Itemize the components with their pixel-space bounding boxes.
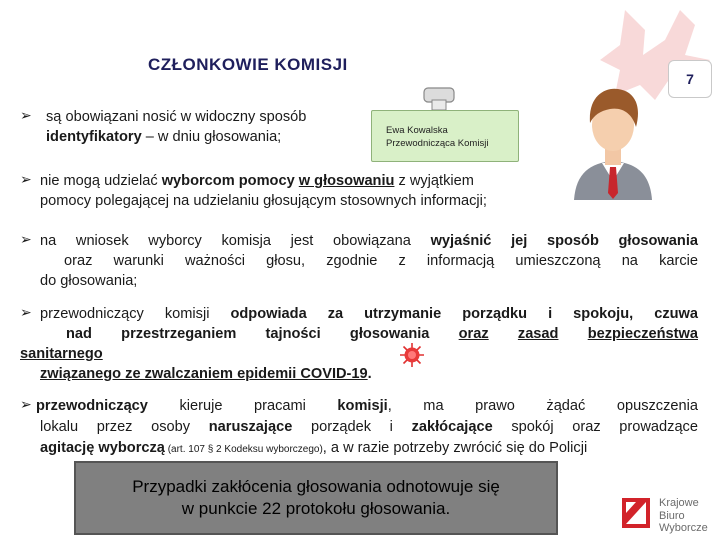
bullet-2-underlined: w głosowaniu [298,173,395,189]
kbw-logo-icon [622,498,650,528]
bullet-4-u2: zasad [517,326,559,342]
bullet-5-l2a: lokalu przez osoby [40,419,209,435]
bullet-4-line4: związanego ze zwalczaniem epidemii COVID-19 [40,366,368,382]
bullet-5-l2b: naruszające [208,419,293,435]
bullet-arrow-icon: ➢ [20,171,32,187]
bullet-1-rest: – w dniu głosowania; [141,129,282,145]
notice-box [74,461,558,535]
slide-title: CZŁONKOWIE KOMISJI [148,55,348,74]
bullet-5-l2c: porządek i [292,419,412,435]
logo-line3: Wyborcze [659,522,708,534]
bullet-4-u1: oraz [458,326,489,342]
bullet-4-line2: nad przestrzeganiem tajności głosowania [66,326,430,342]
bullet-2 [40,171,620,211]
bullet-5-m1: kieruje pracami [147,398,338,414]
logo-text [659,497,708,535]
bullet-5-l3b: (art. 107 § 2 Kodeksu wyborczego) [164,444,323,455]
badge-name: Ewa Kowalska [386,125,448,136]
bullet-1-line1: są obowiązani nosić w widoczny sposób [46,109,307,125]
bullet-4-u3: bezpieczeństwa [587,326,698,342]
bullet-3-line2: oraz warunki ważności głosu, zgodnie z informacją umieszczoną na karcie [64,253,698,269]
bullet-5-l2d: zakłócające [411,419,493,435]
bullet-arrow-icon: ➢ [20,107,32,123]
page-number: 7 [668,60,712,98]
bullet-3-pre: na wniosek wyborcy komisja jest obowiązana [40,233,431,249]
logo-line2: Biuro [659,509,685,522]
id-badge [371,110,519,162]
bullet-5 [36,396,698,416]
bullet-4-strong: odpowiada za utrzymanie porządku i spokoju, czuwa [230,306,698,322]
bullet-5-m2: , ma prawo żądać opuszczenia [387,398,698,414]
bullet-4-line3: sanitarnego [20,346,103,362]
bullet-2-pre: nie mogą udzielać [40,173,162,189]
notice-line1: Przypadki zakłócenia głosowania odnotowuje się [132,477,500,496]
bullet-3 [40,231,698,291]
bullet-5-strong1: przewodniczący [36,398,148,414]
bullet-5-l3c: , a w razie potrzeby zwrócić się do Policji [322,440,588,456]
bullet-5-strong2: komisji [337,398,388,414]
bullet-3-line3: do głosowania; [40,273,138,289]
bullet-4-line3-wrap [20,344,103,364]
bullet-2-strong: wyborcom pomocy [161,173,295,189]
logo-line1: Krajowe [659,497,699,509]
bullet-5-l3a: agitację wyborczą [40,440,165,456]
bullet-1-strong: identyfikatory [46,129,142,145]
badge-role: Przewodnicząca Komisji [386,138,489,149]
bullet-4-line4-wrap [40,364,372,384]
bullet-arrow-icon: ➢ [20,304,32,320]
bullet-2-post: z wyjątkiem [394,173,474,189]
bullet-4 [40,304,698,324]
bullet-4-pre: przewodniczący komisji [40,306,231,322]
notice-line2: w punkcie 22 protokołu głosowania. [181,499,451,518]
bullet-4-cont [66,324,698,344]
bullet-arrow-icon: ➢ [20,231,32,247]
bullet-5-line2 [40,417,698,437]
bullet-4-end: . [367,366,372,382]
lanyard-clip-icon [420,86,458,112]
bullet-2-line2: pomocy polegającej na udzielaniu głosującym stosownych informacji; [40,193,487,209]
bullet-3-strong: wyjaśnić jej sposób głosowania [430,233,698,249]
virus-icon [399,342,425,368]
bullet-arrow-icon: ➢ [20,396,32,412]
bullet-1 [46,107,368,147]
bullet-5-l2e: spokój oraz prowadzące [492,419,698,435]
bullet-5-line3 [40,438,698,460]
